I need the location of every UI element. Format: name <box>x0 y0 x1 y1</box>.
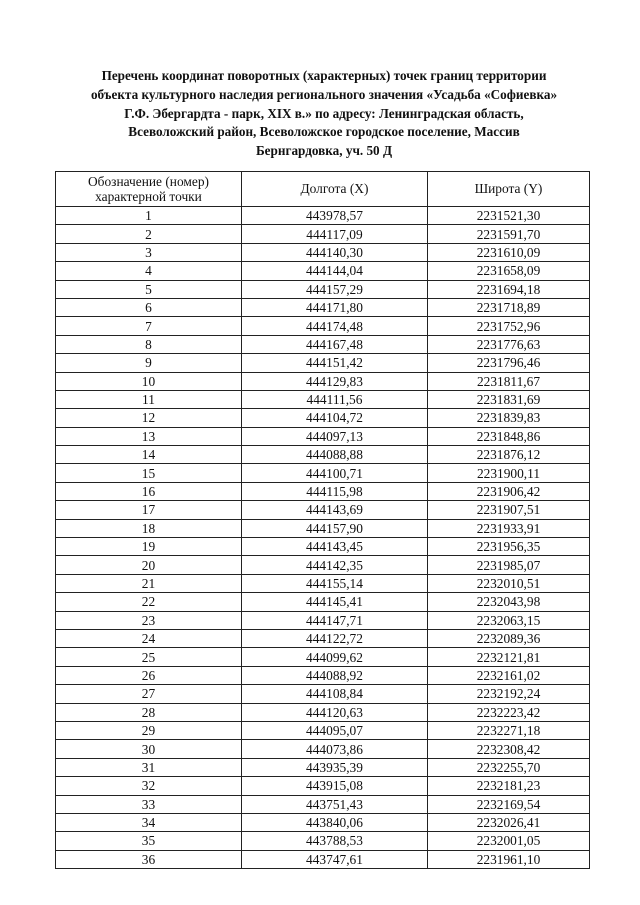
cell-longitude: 444104,72 <box>242 409 428 427</box>
cell-latitude: 2232063,15 <box>428 611 590 629</box>
table-row <box>56 207 590 225</box>
cell-longitude: 444108,84 <box>242 685 428 703</box>
cell-longitude: 444129,83 <box>242 372 428 390</box>
table-row <box>56 611 590 629</box>
title-line: Г.Ф. Эбергардта - парк, XIX в.» по адресу: Ленинградская область, <box>124 105 524 121</box>
cell-longitude: 444144,04 <box>242 262 428 280</box>
title-line: Бернгардовка, уч. 50 Д <box>255 143 393 159</box>
cell-latitude: 2232161,02 <box>428 666 590 684</box>
cell-point-number: 21 <box>56 574 242 592</box>
cell-latitude: 2232089,36 <box>428 629 590 647</box>
cell-point-number: 5 <box>56 280 242 298</box>
cell-point-number: 35 <box>56 832 242 850</box>
cell-latitude: 2231658,09 <box>428 262 590 280</box>
cell-longitude: 444111,56 <box>242 390 428 408</box>
cell-longitude: 443788,53 <box>242 832 428 850</box>
table-row <box>56 795 590 813</box>
cell-longitude: 444100,71 <box>242 464 428 482</box>
table-row <box>56 464 590 482</box>
cell-point-number: 16 <box>56 482 242 500</box>
cell-latitude: 2232308,42 <box>428 740 590 758</box>
cell-point-number: 12 <box>56 409 242 427</box>
table-row <box>56 317 590 335</box>
cell-point-number: 32 <box>56 777 242 795</box>
cell-point-number: 13 <box>56 427 242 445</box>
cell-point-number: 34 <box>56 813 242 831</box>
cell-point-number: 6 <box>56 298 242 316</box>
table-row <box>56 556 590 574</box>
table-row <box>56 648 590 666</box>
cell-latitude: 2231831,69 <box>428 390 590 408</box>
cell-longitude: 444088,88 <box>242 446 428 464</box>
table-row <box>56 354 590 372</box>
cell-point-number: 18 <box>56 519 242 537</box>
cell-longitude: 443935,39 <box>242 758 428 776</box>
cell-latitude: 2231521,30 <box>428 207 590 225</box>
cell-longitude: 444088,92 <box>242 666 428 684</box>
cell-longitude: 444155,14 <box>242 574 428 592</box>
cell-point-number: 29 <box>56 721 242 739</box>
table-row <box>56 390 590 408</box>
cell-longitude: 444142,35 <box>242 556 428 574</box>
cell-latitude: 2232043,98 <box>428 593 590 611</box>
cell-point-number: 10 <box>56 372 242 390</box>
cell-longitude: 443747,61 <box>242 850 428 868</box>
cell-point-number: 30 <box>56 740 242 758</box>
cell-longitude: 444140,30 <box>242 243 428 261</box>
cell-longitude: 444167,48 <box>242 335 428 353</box>
table-row <box>56 777 590 795</box>
header-point-line: Обозначение (номер) <box>88 173 209 189</box>
table-row <box>56 482 590 500</box>
cell-point-number: 19 <box>56 538 242 556</box>
cell-point-number: 9 <box>56 354 242 372</box>
cell-latitude: 2232026,41 <box>428 813 590 831</box>
table-row <box>56 262 590 280</box>
table-row <box>56 501 590 519</box>
cell-point-number: 20 <box>56 556 242 574</box>
table-row <box>56 538 590 556</box>
cell-point-number: 26 <box>56 666 242 684</box>
coordinates-table <box>55 171 590 869</box>
cell-latitude: 2232169,54 <box>428 795 590 813</box>
table-row <box>56 409 590 427</box>
cell-latitude: 2231985,07 <box>428 556 590 574</box>
cell-latitude: 2231694,18 <box>428 280 590 298</box>
table-row <box>56 593 590 611</box>
header-latitude: Широта (Y) <box>428 172 590 207</box>
cell-latitude: 2231933,91 <box>428 519 590 537</box>
table-row <box>56 758 590 776</box>
table-row <box>56 335 590 353</box>
cell-latitude: 2232181,23 <box>428 777 590 795</box>
table-row <box>56 225 590 243</box>
table-row <box>56 813 590 831</box>
table-body <box>56 207 590 869</box>
table-row <box>56 703 590 721</box>
cell-latitude: 2231610,09 <box>428 243 590 261</box>
table-row <box>56 280 590 298</box>
cell-point-number: 11 <box>56 390 242 408</box>
table-row <box>56 372 590 390</box>
cell-point-number: 15 <box>56 464 242 482</box>
cell-latitude: 2231718,89 <box>428 298 590 316</box>
header-point-line: характерной точки <box>95 189 202 204</box>
cell-longitude: 444099,62 <box>242 648 428 666</box>
table-row <box>56 666 590 684</box>
table-row <box>56 850 590 868</box>
cell-point-number: 23 <box>56 611 242 629</box>
title-line: Всеволожский район, Всеволожское городское поселение, Массив <box>128 124 520 140</box>
cell-latitude: 2231811,67 <box>428 372 590 390</box>
table-row <box>56 629 590 647</box>
cell-longitude: 444143,45 <box>242 538 428 556</box>
cell-point-number: 2 <box>56 225 242 243</box>
cell-point-number: 7 <box>56 317 242 335</box>
cell-point-number: 24 <box>56 629 242 647</box>
table-row <box>56 243 590 261</box>
header-longitude: Долгота (X) <box>242 172 428 207</box>
cell-longitude: 444122,72 <box>242 629 428 647</box>
cell-latitude: 2231848,86 <box>428 427 590 445</box>
cell-latitude: 2231961,10 <box>428 850 590 868</box>
cell-latitude: 2231796,46 <box>428 354 590 372</box>
cell-longitude: 444151,42 <box>242 354 428 372</box>
header-point-number <box>56 172 242 207</box>
cell-point-number: 3 <box>56 243 242 261</box>
cell-longitude: 444097,13 <box>242 427 428 445</box>
cell-longitude: 443751,43 <box>242 795 428 813</box>
cell-longitude: 443978,57 <box>242 207 428 225</box>
cell-longitude: 444095,07 <box>242 721 428 739</box>
table-row <box>56 574 590 592</box>
cell-longitude: 444174,48 <box>242 317 428 335</box>
cell-longitude: 444073,86 <box>242 740 428 758</box>
cell-longitude: 444157,29 <box>242 280 428 298</box>
table-row <box>56 427 590 445</box>
cell-point-number: 4 <box>56 262 242 280</box>
cell-point-number: 28 <box>56 703 242 721</box>
cell-point-number: 22 <box>56 593 242 611</box>
cell-longitude: 444120,63 <box>242 703 428 721</box>
cell-longitude: 444115,98 <box>242 482 428 500</box>
cell-latitude: 2232010,51 <box>428 574 590 592</box>
table-header-row <box>56 172 590 207</box>
cell-latitude: 2232255,70 <box>428 758 590 776</box>
cell-point-number: 8 <box>56 335 242 353</box>
cell-latitude: 2232223,42 <box>428 703 590 721</box>
cell-point-number: 25 <box>56 648 242 666</box>
cell-latitude: 2231876,12 <box>428 446 590 464</box>
cell-longitude: 444147,71 <box>242 611 428 629</box>
table-row <box>56 685 590 703</box>
cell-point-number: 1 <box>56 207 242 225</box>
cell-longitude: 444145,41 <box>242 593 428 611</box>
table-row <box>56 446 590 464</box>
cell-latitude: 2231906,42 <box>428 482 590 500</box>
document-title <box>40 67 608 161</box>
cell-point-number: 31 <box>56 758 242 776</box>
title-line: Перечень координат поворотных (характерных) точек границ территории <box>101 68 547 83</box>
cell-point-number: 27 <box>56 685 242 703</box>
cell-longitude: 444157,90 <box>242 519 428 537</box>
table-row <box>56 721 590 739</box>
cell-longitude: 443840,06 <box>242 813 428 831</box>
cell-latitude: 2232192,24 <box>428 685 590 703</box>
cell-latitude: 2232001,05 <box>428 832 590 850</box>
title-line: объекта культурного наследия регионального значения «Усадьба «Софиевка» <box>90 86 558 102</box>
cell-longitude: 444143,69 <box>242 501 428 519</box>
cell-latitude: 2231776,63 <box>428 335 590 353</box>
cell-longitude: 444117,09 <box>242 225 428 243</box>
cell-latitude: 2232121,81 <box>428 648 590 666</box>
cell-point-number: 36 <box>56 850 242 868</box>
cell-point-number: 33 <box>56 795 242 813</box>
cell-latitude: 2231591,70 <box>428 225 590 243</box>
cell-point-number: 14 <box>56 446 242 464</box>
cell-latitude: 2231839,83 <box>428 409 590 427</box>
cell-latitude: 2231956,35 <box>428 538 590 556</box>
table-row <box>56 740 590 758</box>
cell-longitude: 444171,80 <box>242 298 428 316</box>
table-row <box>56 298 590 316</box>
cell-longitude: 443915,08 <box>242 777 428 795</box>
cell-latitude: 2231907,51 <box>428 501 590 519</box>
table-row <box>56 832 590 850</box>
table-row <box>56 519 590 537</box>
cell-point-number: 17 <box>56 501 242 519</box>
cell-latitude: 2231752,96 <box>428 317 590 335</box>
cell-latitude: 2231900,11 <box>428 464 590 482</box>
cell-latitude: 2232271,18 <box>428 721 590 739</box>
